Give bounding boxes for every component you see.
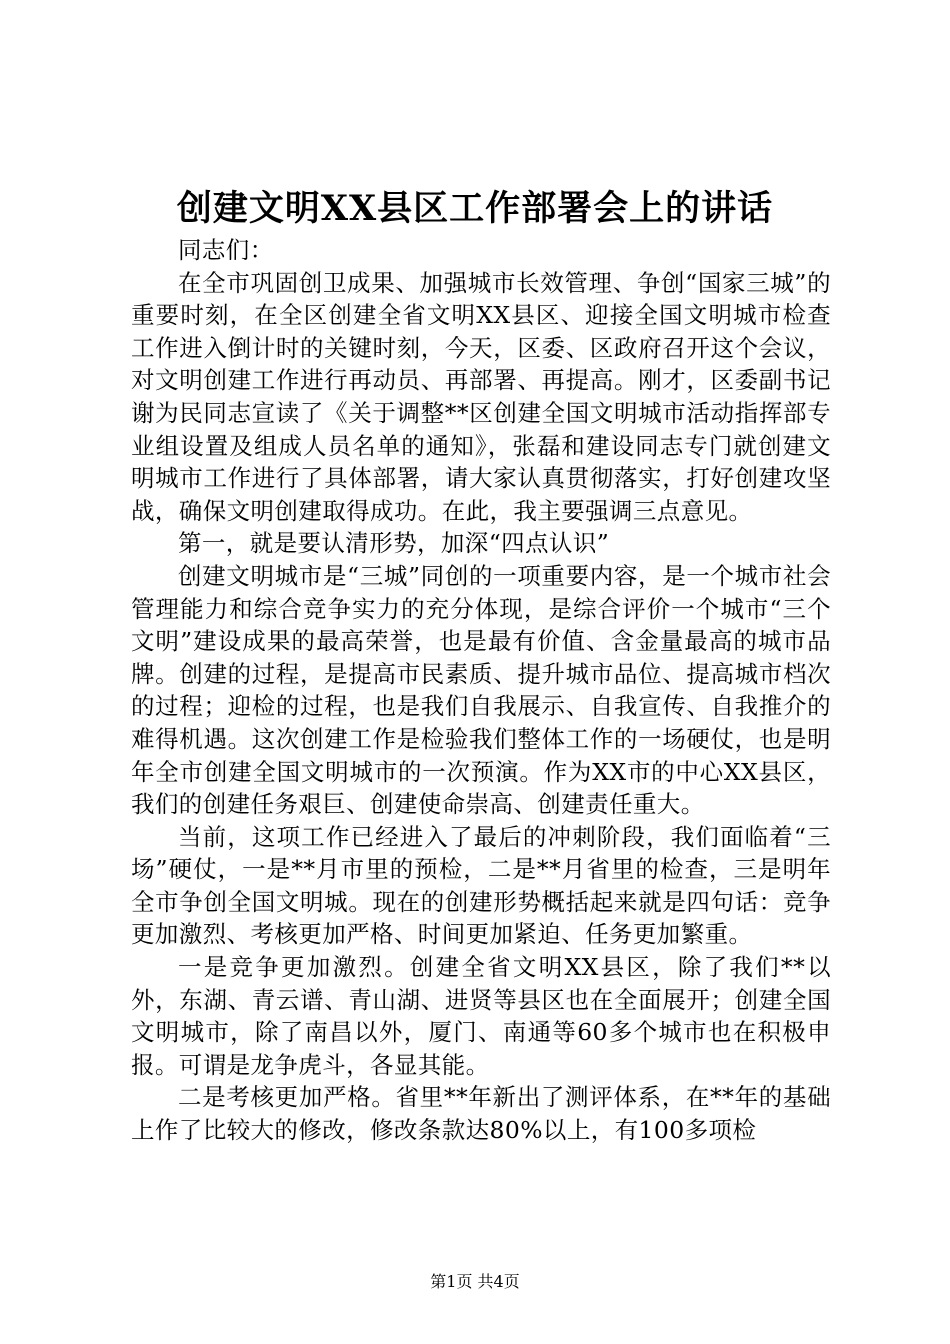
body-paragraph: 创建文明城市是“三城”同创的一项重要内容，是一个城市社会管理能力和综合竞争实力的充分体现，是综合评价一个城市“三个文明”建设成果的最高荣誉，也是最有价值、含金量最高的城市品牌。创建的过程，是提高市民素质、提升城市品位、提高城市档次的过程；迎检的过程，也是我们自我展示、自我宣传、自我推介的难得机遇。这次创建工作是检验我们整体工作的一场硬仗，也是明年全市创建全国文明城市的一次预演。作为XX市的中心XX县区，我们的创建任务艰巨、创建使命崇高、创建责任重大。 [131, 561, 831, 819]
salutation-paragraph: 同志们： [178, 236, 274, 264]
document-title: 创建文明XX县区工作部署会上的讲话 [176, 188, 774, 229]
section-heading-paragraph: 第一，就是要认清形势，加深“四点认识” [178, 529, 610, 558]
body-paragraph: 一是竞争更加激烈。创建全省文明XX县区，除了我们**以外，东湖、青云谱、青山湖、进贤等县区也在全面展开；创建全国文明城市，除了南昌以外，厦门、南通等60多个城市也在积极申报。可谓是龙争虎斗，各显其能。 [131, 953, 831, 1079]
page-number-label: 第1页 共4页 [430, 1272, 520, 1291]
page-footer [0, 1272, 950, 1292]
body-paragraph: 当前，这项工作已经进入了最后的冲刺阶段，我们面临着“三场”硬仗，一是**月市里的预检，二是**月省里的检查，三是明年全市争创全国文明城。现在的创建形势概括起来就是四句话：竞争更加激烈、考核更加严格、时间更加紧迫、任务更加繁重。 [131, 822, 831, 949]
document-body [131, 234, 831, 1147]
body-paragraph: 在全市巩固创卫成果、加强城市长效管理、争创“国家三城”的重要时刻，在全区创建全省文明XX县区、迎接全国文明城市检查工作进入倒计时的关键时刻，今天，区委、区政府召开这个会议，对文明创建工作进行再动员、再部署、再提高。刚才，区委副书记谢为民同志宣读了《关于调整**区创建全国文明城市活动指挥部专业组设置及组成人员名单的通知》，张磊和建设同志专门就创建文明城市工作进行了具体部署，请大家认真贯彻落实，打好创建攻坚战，确保文明创建取得成功。在此，我主要强调三点意见。 [131, 268, 831, 525]
body-paragraph: 二是考核更加严格。省里**年新出了测评体系，在**年的基础上作了比较大的修改，修改条款达80%以上，有100多项检 [131, 1083, 831, 1145]
